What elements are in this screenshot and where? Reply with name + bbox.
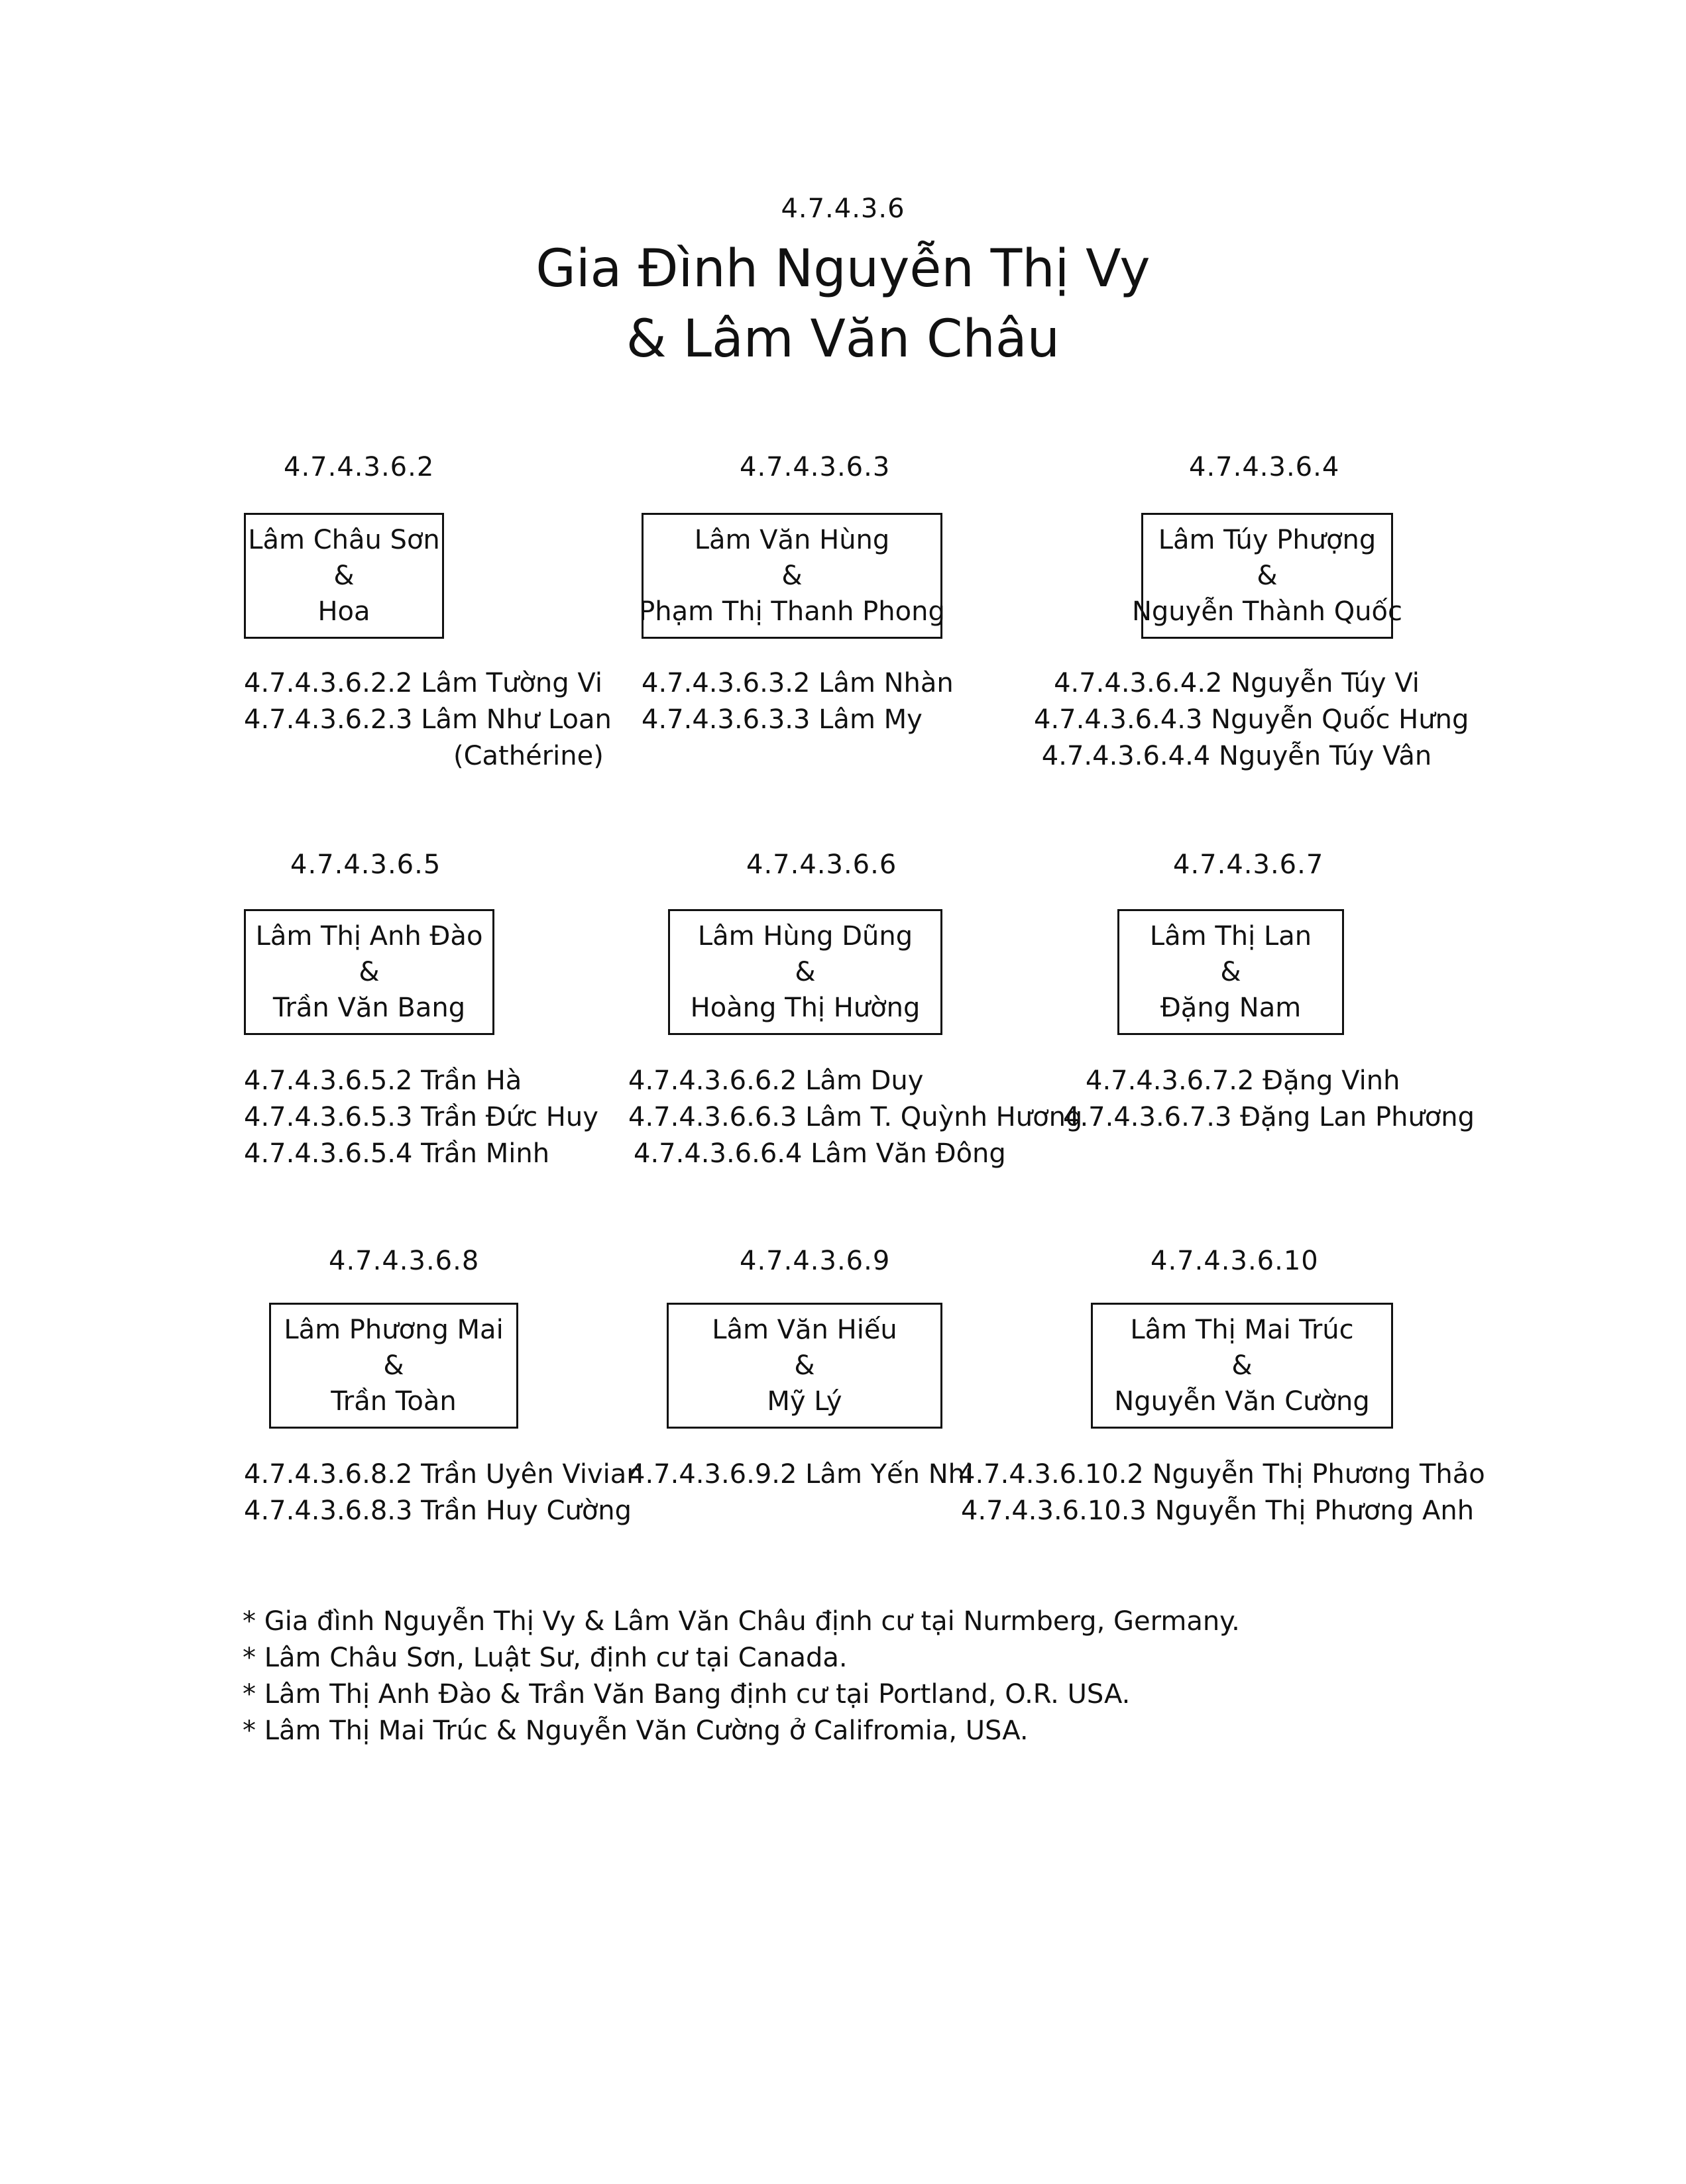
children-list	[642, 665, 954, 738]
footnote: * Lâm Thị Mai Trúc & Nguyễn Văn Cường ở Califromia, USA.	[243, 1716, 1029, 1746]
child-entry: 4.7.4.3.6.5.4 Trần Minh	[244, 1138, 550, 1169]
family-code: 4.7.4.3.6.9	[740, 1246, 891, 1276]
member-name: Lâm Thị Mai Trúc	[1130, 1315, 1354, 1345]
child-entry: 4.7.4.3.6.8.3 Trần Huy Cường	[244, 1496, 632, 1526]
couple-box	[667, 1303, 942, 1429]
ampersand: &	[1257, 561, 1278, 591]
child-entry: 4.7.4.3.6.7.2 Đặng Vinh	[1086, 1065, 1400, 1096]
child-entry: 4.7.4.3.6.2.3 Lâm Như Loan	[244, 704, 612, 735]
ampersand: &	[333, 561, 355, 591]
spouse-name: Đặng Nam	[1160, 993, 1302, 1023]
spouse-name: Nguyễn Văn Cường	[1114, 1386, 1370, 1417]
family-code: 4.7.4.3.6.10	[1151, 1246, 1319, 1276]
spouse-name: Trần Văn Bang	[272, 993, 466, 1023]
member-name: Lâm Thị Lan	[1149, 921, 1312, 952]
ampersand: &	[359, 957, 380, 987]
children-list	[244, 1063, 598, 1172]
family-code: 4.7.4.3.6.4	[1189, 452, 1340, 482]
child-entry: 4.7.4.3.6.6.3 Lâm T. Quỳnh Hương	[628, 1102, 1083, 1132]
spouse-name: Trần Toàn	[331, 1386, 457, 1417]
child-entry: 4.7.4.3.6.7.3 Đặng Lan Phương	[1063, 1102, 1475, 1132]
footnote: * Gia đình Nguyễn Thị Vy & Lâm Văn Châu định cư tại Nurmberg, Germany.	[243, 1606, 1240, 1637]
child-entry: 4.7.4.3.6.5.3 Trần Đức Huy	[244, 1102, 598, 1132]
family-code: 4.7.4.3.6.7	[1173, 849, 1324, 880]
footnote: * Lâm Thị Anh Đào & Trần Văn Bang định cư tại Portland, O.R. USA.	[243, 1679, 1131, 1710]
children-list	[244, 1456, 644, 1529]
ampersand: &	[1220, 957, 1241, 987]
member-name: Lâm Văn Hiếu	[712, 1315, 897, 1345]
member-name: Lâm Văn Hùng	[694, 525, 890, 555]
couple-box	[1091, 1303, 1393, 1429]
page-title-line-2: & Lâm Văn Châu	[626, 309, 1060, 369]
children-list	[244, 665, 612, 775]
spouse-name: Mỹ Lý	[767, 1386, 842, 1417]
family-code: 4.7.4.3.6.2	[284, 452, 435, 482]
footnotes	[243, 1604, 1240, 1749]
child-entry: 4.7.4.3.6.5.2 Trần Hà	[244, 1065, 522, 1096]
ampersand: &	[383, 1350, 404, 1381]
couple-box	[668, 909, 942, 1035]
child-entry: 4.7.4.3.6.9.2 Lâm Yến Nhi	[628, 1459, 973, 1490]
page-title-line-1: Gia Đình Nguyễn Thị Vy	[535, 239, 1151, 299]
children-list	[628, 1456, 972, 1493]
spouse-name: Nguyễn Thành Quốc	[1131, 596, 1403, 627]
child-entry: 4.7.4.3.6.6.2 Lâm Duy	[628, 1065, 924, 1096]
child-entry: 4.7.4.3.6.4.2 Nguyễn Túy Vi	[1054, 668, 1420, 698]
family-code: 4.7.4.3.6.6	[746, 849, 897, 880]
child-entry: 4.7.4.3.6.3.2 Lâm Nhàn	[642, 668, 954, 698]
couple-box	[244, 909, 494, 1035]
spouse-name: Hoa	[317, 596, 370, 627]
couple-box	[1117, 909, 1344, 1035]
member-name: Lâm Hùng Dũng	[697, 921, 913, 952]
child-entry: 4.7.4.3.6.6.4 Lâm Văn Đông	[634, 1138, 1006, 1169]
child-entry: 4.7.4.3.6.10.2 Nguyễn Thị Phương Thảo	[958, 1459, 1485, 1490]
ampersand: &	[781, 561, 803, 591]
child-entry: 4.7.4.3.6.4.4 Nguyễn Túy Vân	[1041, 741, 1432, 771]
member-name: Lâm Túy Phượng	[1158, 525, 1377, 555]
child-entry: 4.7.4.3.6.10.3 Nguyễn Thị Phương Anh	[961, 1496, 1475, 1526]
children-list	[628, 1063, 1082, 1172]
ampersand: &	[1231, 1350, 1253, 1381]
children-list	[1063, 1063, 1475, 1136]
member-name: Lâm Châu Sơn	[248, 525, 440, 555]
child-entry: 4.7.4.3.6.4.3 Nguyễn Quốc Hưng	[1034, 704, 1469, 735]
couple-box	[639, 513, 945, 639]
children-list	[1034, 665, 1469, 775]
child-entry: 4.7.4.3.6.2.2 Lâm Tường Vi	[244, 668, 602, 698]
family-code: 4.7.4.3.6.8	[329, 1246, 480, 1276]
spouse-name: Hoàng Thị Hường	[690, 993, 921, 1023]
member-name: Lâm Phương Mai	[284, 1315, 504, 1345]
footnote: * Lâm Châu Sơn, Luật Sư, định cư tại Canada.	[243, 1643, 848, 1673]
children-list	[958, 1456, 1485, 1529]
couple-box	[1131, 513, 1403, 639]
child-entry: 4.7.4.3.6.3.3 Lâm My	[642, 704, 923, 735]
child-entry: 4.7.4.3.6.8.2 Trần Uyên Vivian	[244, 1459, 644, 1490]
spouse-name: Phạm Thị Thanh Phong	[639, 596, 945, 627]
couple-box	[269, 1303, 518, 1429]
family-code: 4.7.4.3.6.3	[740, 452, 891, 482]
ampersand: &	[795, 957, 816, 987]
member-name: Lâm Thị Anh Đào	[255, 921, 483, 952]
couple-box	[244, 513, 444, 639]
ampersand: &	[794, 1350, 815, 1381]
child-entry-note: (Cathérine)	[453, 741, 604, 771]
root-family-code: 4.7.4.3.6	[781, 193, 905, 224]
family-code: 4.7.4.3.6.5	[290, 849, 441, 880]
